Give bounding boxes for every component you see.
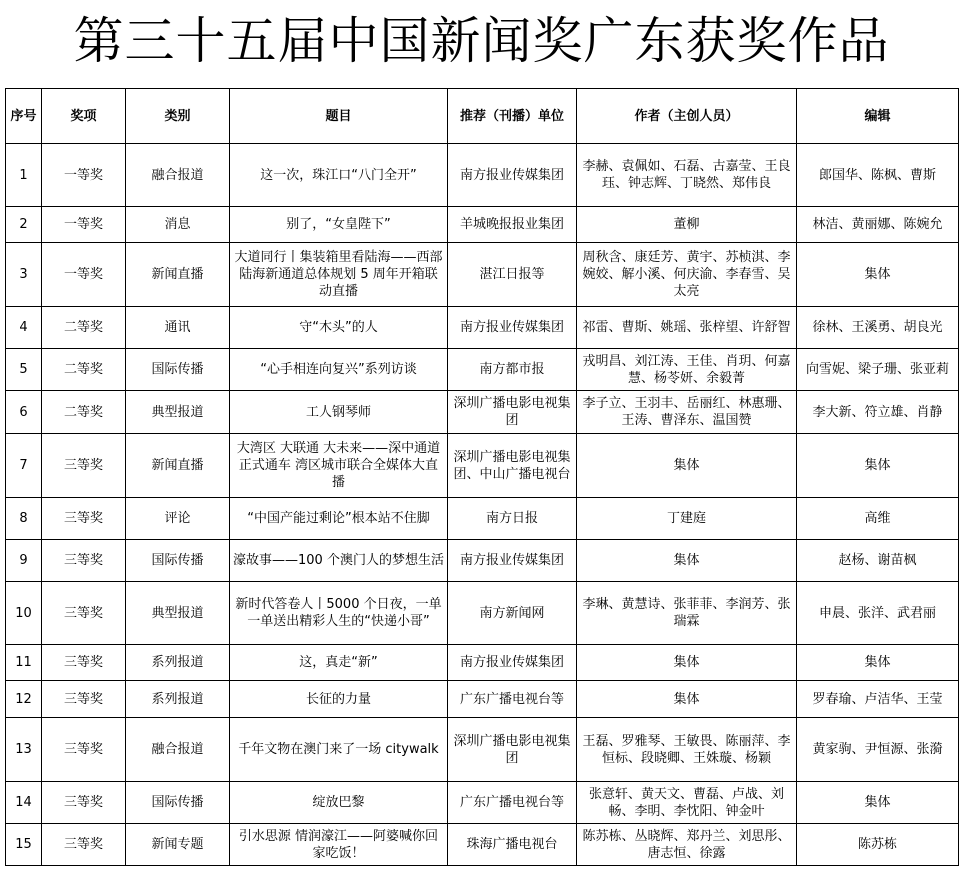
row-award: 一等奖 (42, 207, 126, 243)
table-row (6, 645, 959, 681)
row-authors: 董柳 (577, 207, 797, 243)
row-authors: 李琳、黄慧诗、张菲菲、李润芳、张瑞霖 (577, 582, 797, 645)
row-category: 新闻直播 (126, 434, 230, 498)
row-title: 工人钢琴师 (230, 391, 448, 434)
table-row (6, 434, 959, 498)
row-award: 三等奖 (42, 824, 126, 866)
table-row (6, 718, 959, 782)
table-header-row (6, 89, 959, 144)
row-index: 3 (6, 243, 42, 307)
table-row (6, 498, 959, 540)
row-index: 7 (6, 434, 42, 498)
row-authors: 集体 (577, 645, 797, 681)
row-category: 通讯 (126, 307, 230, 349)
row-index: 4 (6, 307, 42, 349)
row-award: 三等奖 (42, 498, 126, 540)
row-category: 典型报道 (126, 582, 230, 645)
row-category: 新闻专题 (126, 824, 230, 866)
row-title: 新时代答卷人丨5000 个日夜，一单一单送出精彩人生的“快递小哥” (230, 582, 448, 645)
row-title: 濠故事——100 个澳门人的梦想生活 (230, 540, 448, 582)
row-unit: 羊城晚报报业集团 (448, 207, 577, 243)
row-award: 三等奖 (42, 782, 126, 824)
row-editors: 高维 (797, 498, 959, 540)
row-editors: 徐林、王溪勇、胡良光 (797, 307, 959, 349)
row-unit: 珠海广播电视台 (448, 824, 577, 866)
row-title: 这一次，珠江口“八门全开” (230, 144, 448, 207)
page-title: 第三十五届中国新闻奖广东获奖作品 (73, 12, 890, 70)
row-title: 千年文物在澳门来了一场 citywalk (230, 718, 448, 782)
table-row (6, 207, 959, 243)
row-title: 长征的力量 (230, 681, 448, 718)
table-row (6, 144, 959, 207)
row-award: 三等奖 (42, 434, 126, 498)
row-editors: 郎国华、陈枫、曹斯 (797, 144, 959, 207)
row-category: 消息 (126, 207, 230, 243)
row-index: 2 (6, 207, 42, 243)
row-title: 守“木头”的人 (230, 307, 448, 349)
row-award: 二等奖 (42, 391, 126, 434)
row-editors: 集体 (797, 645, 959, 681)
row-index: 15 (6, 824, 42, 866)
header-unit: 推荐（刊播）单位 (448, 89, 577, 144)
row-unit: 湛江日报等 (448, 243, 577, 307)
row-editors: 陈苏栋 (797, 824, 959, 866)
row-index: 8 (6, 498, 42, 540)
row-authors: 李赫、袁佩如、石磊、古嘉莹、王良珏、钟志辉、丁晓然、郑伟良 (577, 144, 797, 207)
row-unit: 深圳广播电影电视集团、中山广播电视台 (448, 434, 577, 498)
row-unit: 深圳广播电影电视集团 (448, 718, 577, 782)
row-editors: 林洁、黄丽娜、陈婉允 (797, 207, 959, 243)
row-unit: 南方日报 (448, 498, 577, 540)
row-editors: 申晨、张洋、武君丽 (797, 582, 959, 645)
row-editors: 集体 (797, 782, 959, 824)
table-row (6, 349, 959, 391)
row-index: 14 (6, 782, 42, 824)
row-title: 引水思源 情润濠江——阿婆喊你回家吃饭！ (230, 824, 448, 866)
row-editors: 集体 (797, 434, 959, 498)
row-authors: 祁雷、曹斯、姚瑶、张梓望、许舒智 (577, 307, 797, 349)
row-award: 一等奖 (42, 243, 126, 307)
row-editors: 黄家驹、尹恒源、张漪 (797, 718, 959, 782)
row-unit: 南方新闻网 (448, 582, 577, 645)
row-category: 国际传播 (126, 349, 230, 391)
row-unit: 南方报业传媒集团 (448, 540, 577, 582)
row-authors: 陈苏栋、丛晓辉、郑丹兰、刘思彤、唐志恒、徐露 (577, 824, 797, 866)
row-unit: 南方报业传媒集团 (448, 144, 577, 207)
awards-table (5, 88, 959, 866)
row-title: “中国产能过剩论”根本站不住脚 (230, 498, 448, 540)
row-unit: 广东广播电视台等 (448, 681, 577, 718)
row-index: 11 (6, 645, 42, 681)
row-index: 1 (6, 144, 42, 207)
row-editors: 赵杨、谢苗枫 (797, 540, 959, 582)
row-index: 9 (6, 540, 42, 582)
row-authors: 集体 (577, 434, 797, 498)
row-index: 5 (6, 349, 42, 391)
row-title: 大湾区 大联通 大未来——深中通道正式通车 湾区城市联合全媒体大直播 (230, 434, 448, 498)
row-index: 12 (6, 681, 42, 718)
row-authors: 王磊、罗雅琴、王敏畏、陈丽萍、李恒标、段晓卿、王姝璇、杨颖 (577, 718, 797, 782)
table-row (6, 391, 959, 434)
table-row (6, 243, 959, 307)
header-index: 序号 (6, 89, 42, 144)
row-category: 系列报道 (126, 681, 230, 718)
row-title: “心手相连向复兴”系列访谈 (230, 349, 448, 391)
table-row (6, 540, 959, 582)
row-authors: 丁建庭 (577, 498, 797, 540)
row-category: 新闻直播 (126, 243, 230, 307)
row-editors: 李大新、符立雄、肖静 (797, 391, 959, 434)
row-authors: 张意轩、黄天文、曹磊、卢战、刘畅、李明、李忱阳、钟金叶 (577, 782, 797, 824)
row-award: 三等奖 (42, 540, 126, 582)
row-unit: 南方报业传媒集团 (448, 307, 577, 349)
row-category: 融合报道 (126, 144, 230, 207)
table-row (6, 824, 959, 866)
row-category: 国际传播 (126, 540, 230, 582)
row-authors: 戎明昌、刘江涛、王佳、肖玥、何嘉慧、杨苓妍、余毅菁 (577, 349, 797, 391)
row-award: 三等奖 (42, 681, 126, 718)
row-category: 融合报道 (126, 718, 230, 782)
header-title: 题目 (230, 89, 448, 144)
header-authors: 作者（主创人员） (577, 89, 797, 144)
row-unit: 深圳广播电影电视集团 (448, 391, 577, 434)
header-editors: 编辑 (797, 89, 959, 144)
row-editors: 罗春瑜、卢洁华、王莹 (797, 681, 959, 718)
row-index: 13 (6, 718, 42, 782)
row-title: 大道同行丨集装箱里看陆海——西部陆海新通道总体规划 5 周年开箱联动直播 (230, 243, 448, 307)
row-award: 三等奖 (42, 582, 126, 645)
row-unit: 广东广播电视台等 (448, 782, 577, 824)
row-award: 三等奖 (42, 645, 126, 681)
row-authors: 李子立、王羽丰、岳丽红、林惠珊、王涛、曹泽东、温国赞 (577, 391, 797, 434)
table-row (6, 582, 959, 645)
header-category: 类别 (126, 89, 230, 144)
table-body (6, 144, 959, 866)
row-category: 系列报道 (126, 645, 230, 681)
header-award: 奖项 (42, 89, 126, 144)
table-row (6, 307, 959, 349)
table-row (6, 681, 959, 718)
row-award: 二等奖 (42, 349, 126, 391)
row-category: 典型报道 (126, 391, 230, 434)
row-index: 10 (6, 582, 42, 645)
row-authors: 集体 (577, 540, 797, 582)
row-title: 这，真走“新” (230, 645, 448, 681)
row-index: 6 (6, 391, 42, 434)
row-award: 一等奖 (42, 144, 126, 207)
row-editors: 集体 (797, 243, 959, 307)
table-row (6, 782, 959, 824)
row-title: 绽放巴黎 (230, 782, 448, 824)
row-authors: 集体 (577, 681, 797, 718)
row-authors: 周秋含、康廷芳、黄宇、苏桢淇、李婉姣、解小溪、何庆渝、李春雪、吴太亮 (577, 243, 797, 307)
row-award: 二等奖 (42, 307, 126, 349)
row-award: 三等奖 (42, 718, 126, 782)
row-unit: 南方报业传媒集团 (448, 645, 577, 681)
row-editors: 向雪妮、梁子珊、张亚莉 (797, 349, 959, 391)
row-category: 国际传播 (126, 782, 230, 824)
row-unit: 南方都市报 (448, 349, 577, 391)
row-title: 别了，“女皇陛下” (230, 207, 448, 243)
row-category: 评论 (126, 498, 230, 540)
